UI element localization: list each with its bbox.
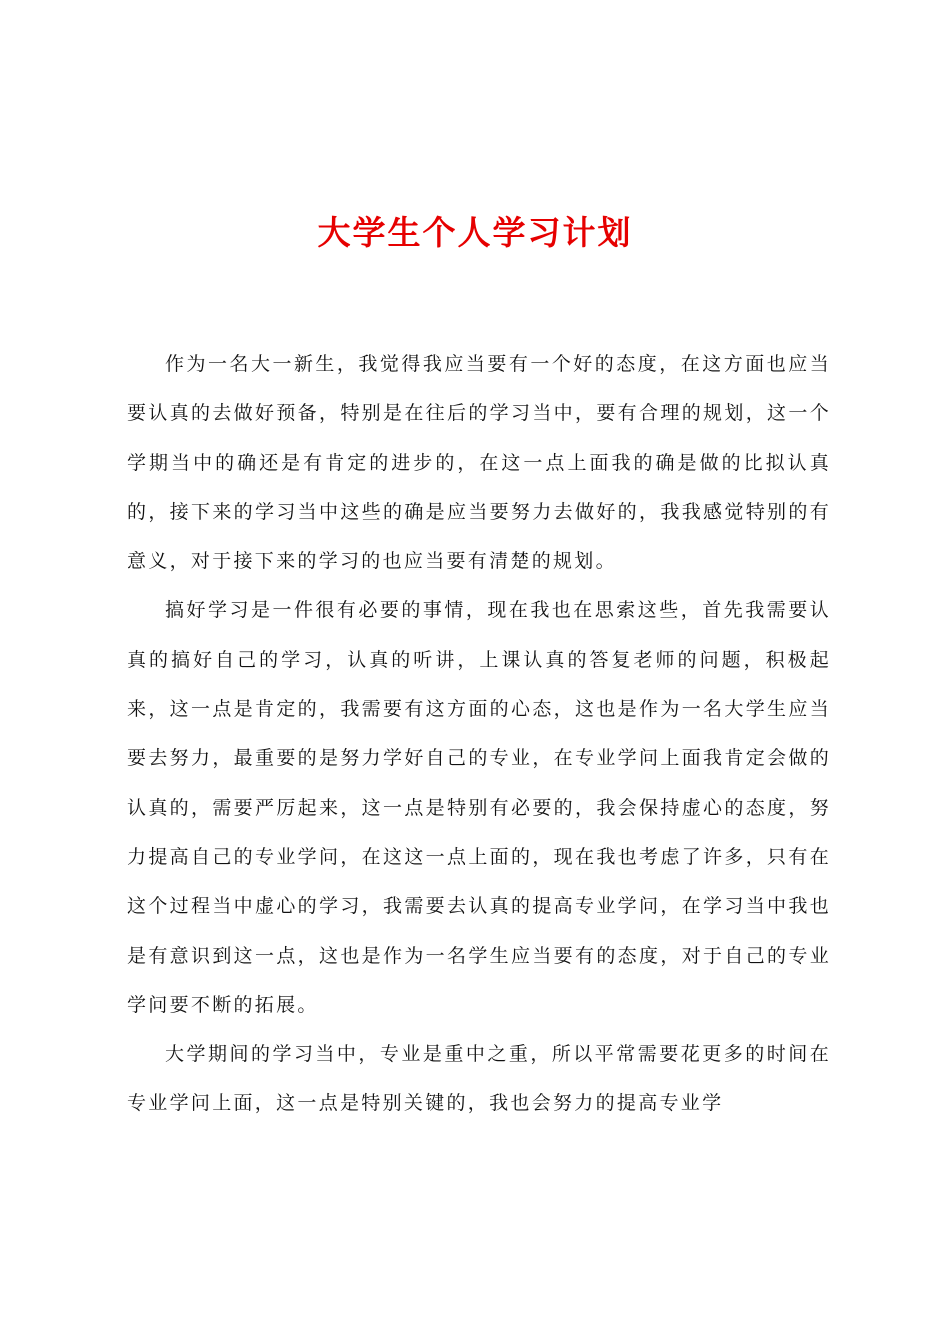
document-title: 大学生个人学习计划	[317, 213, 633, 252]
paragraph-1: 作为一名大一新生，我觉得我应当要有一个好的态度，在这方面也应当要认真的去做好预备，特别是在往后的学习当中，要有合理的规划，这一个学期当中的确还是有肯定的进步的，在这一点上面我的确是做的比拟认真的，接下来的学习当中这些的确是应当要努力去做好的，我我感觉特别的有意义，对于接下来的学习的也应当要有清楚的规划。	[127, 353, 831, 573]
paragraph-2: 搞好学习是一件很有必要的事情，现在我也在思索这些，首先我需要认真的搞好自己的学习，认真的听讲，上课认真的答复老师的问题，积极起来，这一点是肯定的，我需要有这方面的心态，这也是作为一名大学生应当要去努力，最重要的是努力学好自己的专业，在专业学问上面我肯定会做的认真的，需要严厉起来，这一点是特别有必要的，我会保持虚心的态度，努力提高自己的专业学问，在这这一点上面的，现在我也考虑了许多，只有在这个过程当中虚心的学习，我需要去认真的提高专业学问，在学习当中我也是有意识到这一点，这也是作为一名学生应当要有的态度，对于自己的专业学问要不断的拓展。	[127, 599, 831, 1016]
paragraph-3: 大学期间的学习当中，专业是重中之重，所以平常需要花更多的时间在专业学问上面，这一点是特别关键的，我也会努力的提高专业学	[127, 1043, 831, 1115]
document-body	[127, 340, 831, 1129]
